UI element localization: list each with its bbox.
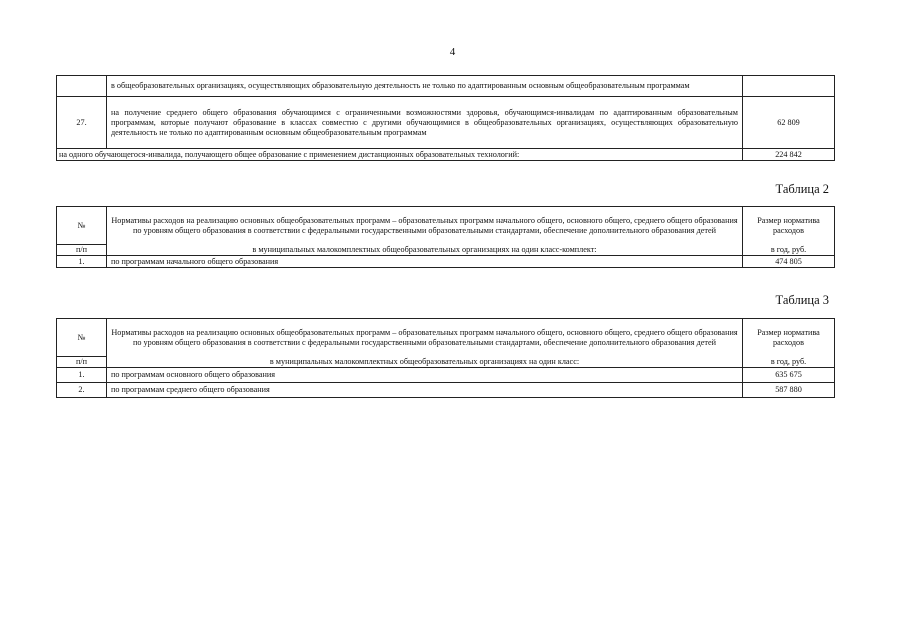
row-value: 62 809	[743, 97, 835, 149]
row-value: 635 675	[743, 368, 835, 383]
row-number: 27.	[57, 97, 107, 149]
footer-value: 224 842	[743, 149, 835, 161]
footer-description: на одного обучающегося-инвалида, получающего общее образование с применением дистанционных образовательных технологий:	[57, 149, 743, 161]
table-row	[57, 256, 835, 268]
header-value: Размер норматива расходов	[743, 319, 835, 357]
page-number: 4	[449, 46, 456, 58]
header-value: Размер норматива расходов	[743, 207, 835, 245]
table-header-sub	[57, 245, 835, 256]
table-header-sub	[57, 357, 835, 368]
table-header	[57, 207, 835, 245]
row-description: по программам начального общего образования	[107, 256, 743, 268]
table-3-caption: Таблица 3	[775, 293, 829, 307]
row-value: 587 880	[743, 383, 835, 398]
table-continuation	[56, 75, 835, 161]
table-row	[57, 383, 835, 398]
table-header	[57, 319, 835, 357]
table-row	[57, 76, 835, 97]
header-value-sub: в год, руб.	[743, 357, 835, 368]
row-number: 2.	[57, 383, 107, 398]
table-2	[56, 206, 835, 268]
header-value-sub: в год, руб.	[743, 245, 835, 256]
header-number-sub: п/п	[57, 357, 107, 368]
row-value: 474 805	[743, 256, 835, 268]
header-number: №	[57, 207, 107, 245]
row-description: в общеобразовательных организациях, осуществляющих образовательную деятельность не только по адаптированным основным общеобразовательным программам	[107, 76, 743, 97]
row-number: 1.	[57, 368, 107, 383]
header-title: Нормативы расходов на реализацию основных общеобразовательных программ – образовательных программ начального общего, основного общего, среднего общего образования по уровням общего образования в соответствии с федеральными государственными образовательными стандартами, обеспечение дополнительного образования детей	[107, 319, 743, 357]
row-number	[57, 76, 107, 97]
table-row-footer	[57, 149, 835, 161]
header-number-sub: п/п	[57, 245, 107, 256]
row-description: по программам среднего общего образования	[107, 383, 743, 398]
header-title: Нормативы расходов на реализацию основных общеобразовательных программ – образовательных программ начального общего, основного общего, среднего общего образования по уровням общего образования в соответствии с федеральными государственными образовательными стандартами, обеспечение дополнительного образования детей	[107, 207, 743, 245]
header-title-sub: в муниципальных малокомплектных общеобразовательных организациях на один класс:	[107, 357, 743, 368]
row-value	[743, 76, 835, 97]
row-description: на получение среднего общего образования обучающимся с ограниченными возможностями здоровья, обучающимся-инвалидам по адаптированным образовательным программам, которые получают образование в классах совместно с другими обучающимися в общеобразовательных организациях, осуществляющих образовательную деятельность не только по адаптированным основным общеобразовательным программам	[107, 97, 743, 149]
table-3	[56, 318, 835, 398]
row-description: по программам основного общего образования	[107, 368, 743, 383]
header-number: №	[57, 319, 107, 357]
header-title-sub: в муниципальных малокомплектных общеобразовательных организациях на один класс-комплект:	[107, 245, 743, 256]
table-2-caption: Таблица 2	[775, 182, 829, 196]
table-row	[57, 368, 835, 383]
table-row	[57, 97, 835, 149]
row-number: 1.	[57, 256, 107, 268]
